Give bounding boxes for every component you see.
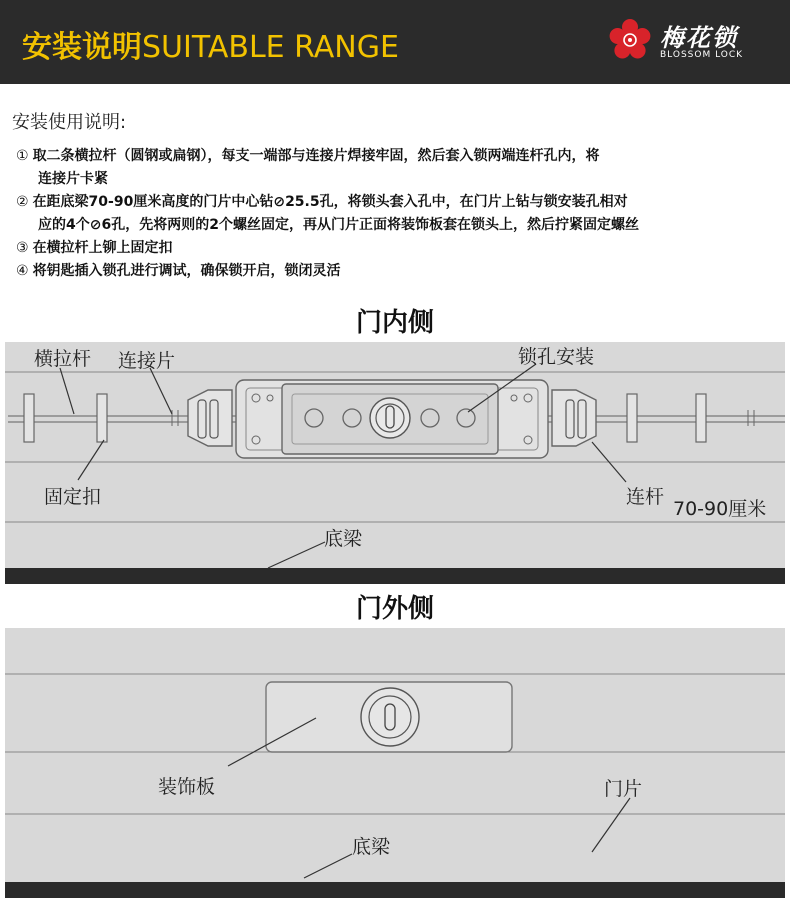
instruction-step: ① 取二条横拉杆（圆钢或扁钢），每支一端部与连接片焊接牢固，然后套入锁两端连杆孔内，将 连接片卡紧 <box>16 148 600 187</box>
instruction-step: ③ 在横拉杆上铆上固定扣 <box>16 240 173 256</box>
brand-logo-block <box>608 14 768 70</box>
header-title <box>22 22 399 66</box>
inside-section-title: 门内侧 <box>355 308 434 338</box>
label-beam-outside: 底梁 <box>352 836 391 858</box>
outside-diagram-drawing <box>0 628 790 905</box>
brand-name: 梅花锁 <box>660 23 738 52</box>
brand-subtitle: BLOSSOM LOCK <box>660 50 744 60</box>
label-connector: 连接片 <box>118 350 176 372</box>
blossom-logo-icon <box>608 18 652 62</box>
label-beam-inside: 底梁 <box>324 528 363 550</box>
instruction-step: ④ 将钥匙插入锁孔进行调试，确保锁开启，锁闭灵活 <box>16 263 341 279</box>
label-rod: 横拉杆 <box>34 348 92 370</box>
label-door: 门片 <box>604 778 643 800</box>
label-clip: 固定扣 <box>44 486 102 508</box>
inside-diagram <box>0 342 790 584</box>
header-title-en: SUITABLE RANGE <box>142 30 399 65</box>
label-plate: 装饰板 <box>158 776 216 798</box>
outside-section-title: 门外侧 <box>355 594 434 624</box>
instructions-title: 安装使用说明: <box>12 112 127 133</box>
label-height: 70-90厘米 <box>673 498 767 520</box>
instruction-step: ② 在距底梁70-90厘米高度的门片中心钻⊘25.5孔，将锁头套入孔中，在门片上钻与锁安装孔相对 应的4个⊘6孔，先将两则的2个螺丝固定，再从门片正面将装饰板套在锁头上，然后拧紧固定螺丝 <box>16 194 639 233</box>
header-title-zh: 安装说明 <box>22 30 142 65</box>
inside-diagram-drawing <box>0 342 790 584</box>
label-lock-hole: 锁孔安装 <box>518 346 595 368</box>
header-bar <box>0 0 790 84</box>
label-link-rod: 连杆 <box>626 486 665 508</box>
outside-diagram <box>0 628 790 905</box>
instructions-list <box>16 145 776 283</box>
